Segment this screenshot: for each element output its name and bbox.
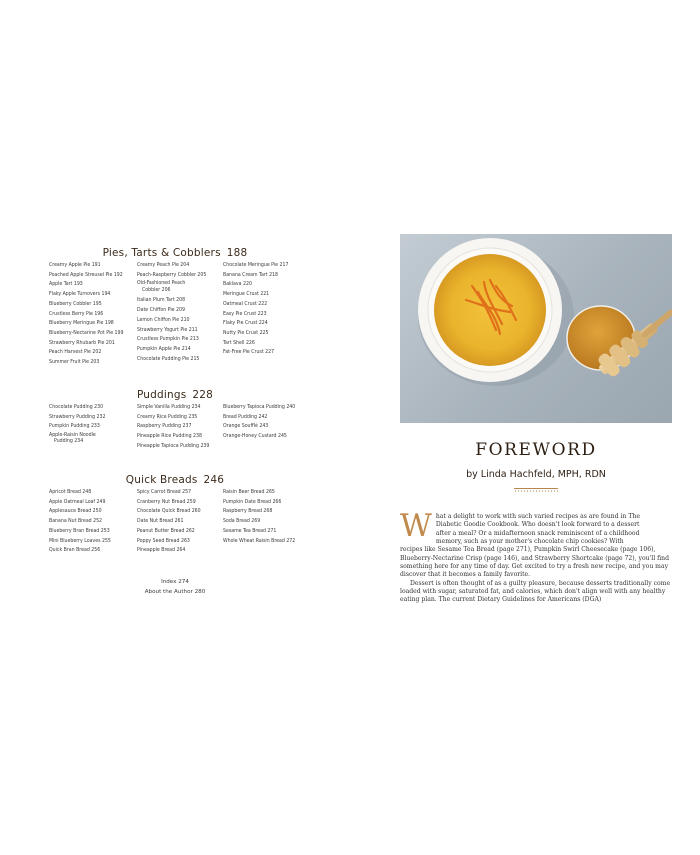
toc-entry: Creamy Peach Pie 204 [137, 262, 190, 268]
toc-entry: Spicy Carrot Bread 257 [137, 489, 192, 495]
foreword-body [400, 508, 672, 605]
right-page-foreword [350, 0, 700, 855]
toc-index: Index 274 [161, 579, 189, 585]
toc-entry: Baklava 220 [223, 281, 252, 288]
toc-entry: Nutty Pie Crust 225 [223, 329, 269, 336]
toc-column [137, 261, 209, 364]
section-page: 246 [203, 474, 225, 486]
toc-entry: Flaky Apple Turnovers 194 [49, 291, 111, 298]
paragraph-line: Diabetic Goodie Cookbook. Who doesn't look forward to a dessert [435, 521, 640, 529]
toc-entry: Crustless Berry Pie 196 [49, 310, 104, 317]
toc-entry: Meringue Crust 221 [223, 291, 270, 298]
toc-entry: Blueberry Bran Bread 253 [49, 527, 110, 534]
toc-entry: Pumpkin Apple Pie 214 [137, 345, 191, 352]
toc-column [137, 488, 201, 556]
toc-entry: Banana Cream Tart 218 [223, 271, 278, 278]
toc-column [49, 261, 123, 368]
toc-entry: Raspberry Pudding 237 [137, 423, 192, 430]
creme-brulee-illustration [400, 234, 672, 423]
toc-entry: Chocolate Meringue Pie 217 [223, 262, 289, 268]
toc-entry: Pumpkin Date Bread 266 [223, 498, 282, 505]
toc-entry: Lemon Chiffon Pie 210 [137, 316, 190, 323]
paragraph-line: hat a delight to work with such varied recipes as are found in The [435, 513, 640, 520]
toc-entry: Date Nut Bread 261 [137, 518, 184, 525]
toc-column [223, 488, 295, 546]
toc-entry: Orange-Honey Custard 245 [223, 433, 287, 440]
toc-entry: Simple Vanilla Pudding 234 [137, 404, 201, 410]
toc-entry: Pumpkin Pudding 233 [49, 423, 100, 430]
section-name: Pies, Tarts & Cobblers [102, 247, 221, 259]
toc-entry: Raisin Beer Bread 265 [223, 489, 275, 495]
toc-entry: Orange Soufflé 243 [223, 423, 269, 430]
toc-entry: Poppy Seed Bread 263 [137, 537, 190, 544]
toc-entry: Creamy Apple Pie 191 [49, 262, 101, 268]
toc-entry: Apple-Raisin Noodle Pudding 234 [49, 432, 96, 445]
toc-entry: Chocolate Quick Bread 260 [137, 508, 201, 515]
toc-entry: Date Chiffon Pie 209 [137, 307, 185, 314]
toc-entry: Pineapple Bread 264 [137, 547, 186, 554]
toc-entry: Peach Harvest Pie 202 [49, 349, 102, 356]
toc-entry: Apricot Bread 248 [49, 489, 92, 495]
section-page: 228 [192, 389, 214, 401]
toc-entry: Soda Bread 269 [223, 518, 261, 525]
toc-entry: Bread Pudding 242 [223, 413, 268, 420]
toc-entry: Whole Wheat Raisin Bread 272 [223, 537, 296, 544]
toc-entry: Summer Fruit Pie 203 [49, 359, 100, 366]
toc-entry: Crustless Pumpkin Pie 213 [137, 336, 199, 343]
toc-entry: Apple Tart 193 [49, 281, 83, 288]
drop-cap: W [400, 508, 432, 544]
toc-entry: Fat-Free Pie Crust 227 [223, 349, 275, 356]
section-title-puddings [0, 389, 350, 401]
paragraph-rest: recipes like Sesame Tea Bread (page 271), Pumpkin Swirl Cheesecake (page 106), Blueberry-Nectarine Crisp (page 146), and Strawberry Shortcake (page 72), you'll find something here for any time of day. Get excited to try a fresh new recipe, and you may discover that it becomes a family favorite. [400, 546, 669, 579]
foreword-paragraph-2: Dessert is often thought of as a guilty pleasure, because desserts traditionally come loaded with sugar, saturated fat, and calories, which don't align well with any healthy eating plan. The current Dietary Guidelines for Americans (DGA) [400, 579, 671, 604]
toc-entry: Mini Blueberry Loaves 255 [49, 537, 111, 544]
paragraph-line: memory, such as your mother's chocolate chip cookies? With [435, 538, 624, 546]
toc-entry: Raspberry Bread 268 [223, 508, 273, 515]
toc-about-author: About the Author 280 [144, 589, 206, 595]
toc-entry: Pineapple Rice Pudding 238 [137, 433, 202, 440]
toc-entry: Blueberry Cobbler 195 [49, 300, 102, 307]
toc-entry: Quick Bran Bread 256 [49, 547, 101, 554]
toc-entry: Peanut Butter Bread 262 [137, 527, 195, 534]
section-name: Puddings [136, 389, 187, 401]
toc-entry: Apple Oatmeal Loaf 249 [49, 498, 106, 505]
foreword-author: by Linda Hachfeld, MPH, RDN [466, 469, 606, 480]
toc-entry: Poached Apple Streusel Pie 192 [49, 271, 123, 278]
divider [514, 488, 558, 489]
section-page: 188 [226, 247, 248, 259]
toc-entry: Old-Fashioned Peach Cobbler 206 [137, 280, 186, 293]
toc-entry: Oatmeal Crust 222 [223, 300, 268, 307]
toc-column [223, 261, 288, 358]
toc-entry: Italian Plum Tart 208 [137, 297, 186, 304]
toc-column [49, 488, 111, 556]
toc-entry: Strawberry Yogurt Pie 211 [137, 326, 198, 333]
toc-column [223, 403, 295, 442]
toc-entry: Banana Nut Bread 252 [49, 518, 103, 525]
paragraph-line: after a meal? Or a midafternoon snack reminiscent of a childhood [435, 529, 640, 537]
toc-entry: Blueberry Tapioca Pudding 240 [223, 404, 296, 410]
toc-entry: Tart Shell 226 [223, 339, 255, 346]
toc-entry: Sesame Tea Bread 271 [223, 527, 277, 534]
toc-entry: Strawberry Rhubarb Pie 201 [49, 339, 115, 346]
toc-entry: Creamy Rice Pudding 235 [137, 413, 198, 420]
foreword-paragraph-1 [400, 508, 672, 580]
toc-column [137, 403, 209, 452]
section-title-quick-breads [0, 474, 350, 486]
toc-entry: Blueberry-Nectarine Pot Pie 199 [49, 329, 124, 336]
divider-dots [514, 490, 558, 492]
creme-brulee-photo [400, 234, 672, 423]
toc-entry: Applesauce Bread 250 [49, 508, 102, 515]
toc-entry: Cranberry Nut Bread 259 [137, 498, 196, 505]
section-name: Quick Breads [125, 474, 198, 486]
toc-entry: Chocolate Pudding 230 [49, 404, 104, 410]
toc-column [49, 403, 121, 448]
toc-entry: Strawberry Pudding 232 [49, 413, 106, 420]
toc-entry: Peach-Raspberry Cobbler 205 [137, 271, 207, 278]
toc-entry: Easy Pie Crust 223 [223, 310, 267, 317]
toc-entry: Pineapple Tapioca Pudding 239 [137, 442, 210, 449]
foreword-title: FOREWORD [475, 440, 597, 460]
toc-entry: Flaky Pie Crust 224 [223, 320, 268, 327]
toc-entry: Chocolate Pudding Pie 215 [137, 355, 200, 362]
section-title-pies [0, 247, 350, 259]
toc-entry: Blueberry Meringue Pie 198 [49, 320, 114, 327]
